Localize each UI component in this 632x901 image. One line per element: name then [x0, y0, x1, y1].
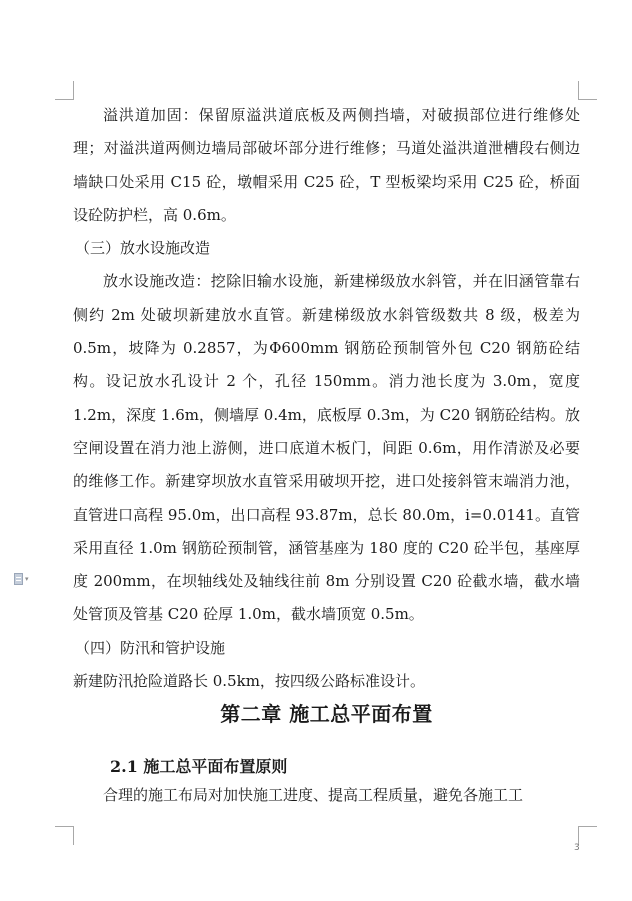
chevron-down-icon: ▾ — [25, 575, 29, 583]
paragraph-options-button[interactable] — [14, 573, 29, 585]
paragraph-outlet: 放水设施改造：挖除旧输水设施，新建梯级放水斜管，并在旧涵管靠右侧约 2m 处破坝新建放水直管。新建梯级放水斜管级数共 8 级，极差为 0.5m，坡降为 0.2857，为Φ600mm 钢筋砼预制管外包 C20 钢筋砼结构。设记放水孔设计 2 个，孔径 150mm。消力池长度为 3.0m，宽度 1.2m，深度 1.6m，侧墙厚 0.4m，底板厚 0.3m，为 C20 钢筋砼结构。放空闸设置在消力池上游侧，进口底道木板门，间距 0.6m，用作清淤及必要的维修工作。新建穿坝放水直管采用破坝开挖，进口处接斜管末端消力池，直管进口高程 95.0m，出口高程 93.87m，总长 80.0m，i=0.0141。直管采用直径 1.0m 钢筋砼预制管，涵管基座为 180 度的 C20 砼半包，基座厚度 200mm，在坝轴线处及轴线往前 8m 分别设置 C20 砼截水墙，截水墙处管顶及管基 C20 砼厚 1.0m，截水墙顶宽 0.5m。 — [73, 272, 580, 624]
chapter-title: 第二章 施工总平面布置 — [220, 702, 433, 726]
paragraph-road: 新建防汛抢险道路长 0.5km，按四级公路标准设计。 — [73, 672, 425, 691]
paragraph-layout-principle: 合理的施工布局对加快施工进度、提高工程质量，避免各施工工 — [103, 786, 524, 804]
document-icon — [14, 573, 23, 585]
heading-flood-control: （四）防汛和管护设施 — [75, 638, 226, 657]
section-title: 2.1 施工总平面布置原则 — [110, 757, 288, 776]
document-body — [73, 99, 580, 698]
page-number: 3 — [574, 843, 580, 853]
crop-mark-top-right — [578, 81, 597, 100]
crop-mark-bottom-left — [55, 826, 74, 845]
crop-mark-bottom-right — [578, 826, 597, 845]
heading-outlet-facilities: （三）放水设施改造 — [75, 239, 211, 258]
paragraph-spillway: 溢洪道加固：保留原溢洪道底板及两侧挡墙，对破损部位进行维修处理；对溢洪道两侧边墙局部破坏部分进行维修；马道处溢洪道泄槽段右侧边墙缺口处采用 C15 砼，墩帽采用 C25 砼，T 型板梁均采用 C25 砼，桥面设砼防护栏，高 0.6m。 — [73, 106, 580, 224]
crop-mark-top-left — [55, 81, 74, 100]
